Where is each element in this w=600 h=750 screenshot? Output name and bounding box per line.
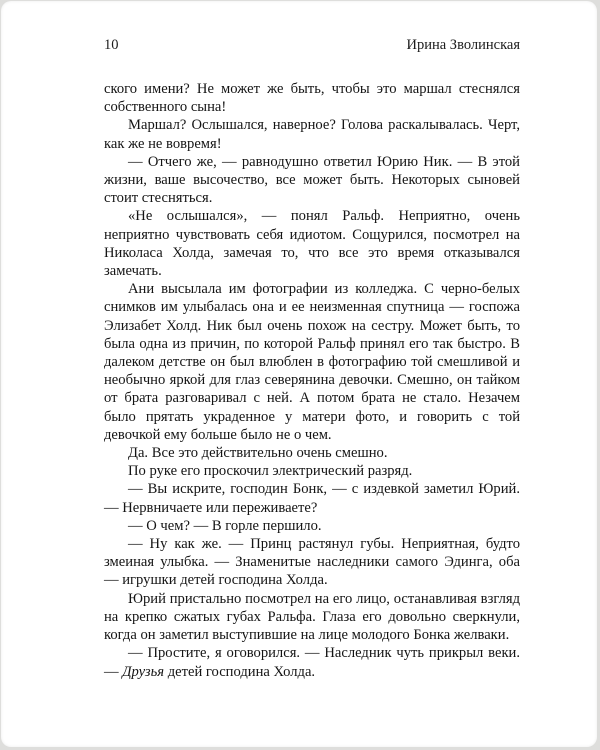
paragraph-text: ского имени? Не может же быть, чтобы это маршал стеснялся собственного сына! <box>104 81 520 116</box>
paragraph-text: — Отчего же, — равнодушно ответил Юрию Ник. — В этой жизни, ваше высочество, все может быть. Некоторых сыновей стоит стесняться. <box>104 153 520 207</box>
paragraph <box>104 207 520 280</box>
paragraph-text: — Простите, я оговорился. — Наследник чуть прикрыл веки. — <box>104 645 520 680</box>
page-number: 10 <box>104 37 119 53</box>
paragraph <box>104 644 520 680</box>
paragraph <box>104 444 520 462</box>
paragraph <box>104 535 520 590</box>
paragraph <box>104 153 520 208</box>
paragraph-text: Маршал? Ослышался, наверное? Голова раскалывалась. Черт, как же не вовремя! <box>104 117 520 152</box>
paragraph <box>104 462 520 480</box>
paragraph-text: детей господина Холда. <box>164 663 316 680</box>
paragraph-text: — О чем? — В горле першило. <box>128 517 322 534</box>
paragraph <box>104 517 520 535</box>
italic-text: Друзья <box>122 663 165 680</box>
paragraph-text: «Не ослышался», — понял Ральф. Неприятно, очень неприятно чувствовать себя идиотом. Сощурился, посмотрел на Николаса Холда, замечая то, что все это время отказывался замечать. <box>104 208 520 280</box>
paragraph-text: — Вы искрите, господин Бонк, — с издевкой заметил Юрий. — Нервничаете или переживаете? <box>104 481 520 516</box>
paragraph-text: По руке его проскочил электрический разряд. <box>128 463 413 480</box>
paragraph <box>104 80 520 116</box>
book-page <box>1 1 597 747</box>
paragraph-text: Да. Все это действительно очень смешно. <box>128 445 388 462</box>
text-body <box>1 54 597 681</box>
paragraph <box>104 480 520 516</box>
author-name: Ирина Зволинская <box>406 37 520 53</box>
paragraph-text: Юрий пристально посмотрел на его лицо, останавливая взгляд на крепко сжатых губах Ральфа. Глаза его довольно сверкнули, когда он заметил выступившие на лице молодого Бонка желваки. <box>104 590 520 644</box>
paragraph-text: Ани высылала им фотографии из колледжа. С черно-белых снимков им улыбалась она и ее неизменная спутница — госпожа Элизабет Холд. Ник был очень похож на сестру. Может быть, то была одна из причин, по которой Ральф принял его так быстро. В далеком детстве он был влюблен в фотографию той смешливой и необычно яркой для глаз северянина девочки. Смешно, он тайком от брата разговаривал с ней. А потом брата не стало. Незачем было прятать украденное у матери фото, и говорить с той девочкой ему больше было не о чем. <box>104 281 520 443</box>
paragraph <box>104 590 520 645</box>
page-header <box>1 1 597 54</box>
paragraph-text: — Ну как же. — Принц растянул губы. Неприятная, будто змеиная улыбка. — Знаменитые наследники самого Эдинга, оба — игрушки детей господина Холда. <box>104 536 520 589</box>
paragraph <box>104 116 520 152</box>
paragraph <box>104 280 520 444</box>
